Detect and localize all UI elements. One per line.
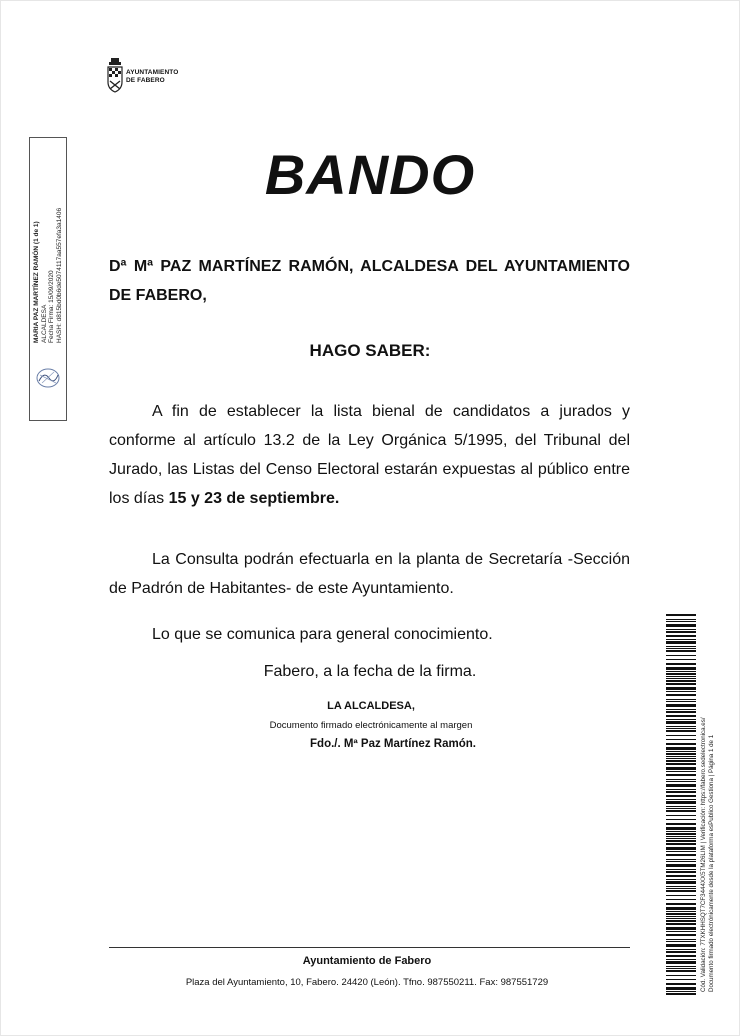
barcode-bar [666, 655, 696, 656]
signer-role: ALCALDESA [40, 304, 48, 343]
barcode-bar [666, 621, 696, 622]
barcode-bar [666, 771, 696, 772]
barcode-bar [666, 843, 696, 845]
signature-block [240, 700, 502, 750]
logo-line-2: DE FABERO [126, 77, 165, 84]
barcode-bar [666, 975, 696, 976]
logo-line-1: AYUNTAMIENTO [126, 69, 179, 76]
barcode-bar [666, 659, 696, 660]
footer-divider [109, 947, 630, 948]
verification-text [700, 717, 715, 992]
barcode-bar [666, 663, 696, 665]
barcode-bar [666, 614, 696, 616]
closing-paragraph [109, 620, 630, 649]
barcode-bar [666, 831, 696, 832]
issuer-heading: Dª Mª PAZ MARTÍNEZ RAMÓN, ALCALDESA DEL AYUNTAMIENTO DE FABERO, [109, 258, 630, 304]
barcode-bar [666, 639, 696, 640]
barcode-bar [666, 711, 696, 713]
signatory-name: Fdo./. Mª Paz Martínez Ramón. [310, 738, 476, 750]
barcode-bar [666, 918, 696, 919]
barcode-bar [666, 756, 696, 757]
barcode-bar [666, 847, 696, 850]
barcode-bar [666, 667, 696, 670]
barcode-bar [666, 871, 696, 873]
barcode-bar [666, 941, 696, 942]
barcode-bar [666, 961, 696, 964]
barcode-bar [666, 931, 696, 932]
barcode-bar [666, 739, 696, 740]
barcode-bar [666, 671, 696, 672]
barcode-bar [666, 819, 696, 820]
announcement-dates: 15 y 23 de septiembre. [168, 490, 340, 507]
footer-address-text: Plaza del Ayuntamiento, 10, Fabero. 24420 (León). Tfno. 987550211. Fax: 987551729 [185, 977, 549, 988]
barcode-bar [666, 959, 696, 960]
barcode-bar [666, 801, 696, 804]
signature-note: Documento firmado electrónicamente al margen [269, 720, 473, 731]
barcode-bar [666, 808, 696, 809]
barcode-bar [666, 678, 696, 679]
barcode-bar [666, 968, 696, 969]
barcode-bar [666, 895, 696, 896]
signature-details [33, 208, 63, 343]
barcode-bar [666, 721, 696, 724]
coat-of-arms-icon [106, 58, 124, 98]
barcode-bar [666, 911, 696, 912]
barcode-bar [666, 691, 696, 692]
barcode-bar [666, 815, 696, 816]
barcode-bar [666, 747, 696, 750]
verification-line-2: Documento firmado electrónicamente desde la plataforma esPublico Gestiona | Página 1 de 1 [707, 734, 715, 992]
barcode-bar [666, 859, 696, 860]
barcode-bar [666, 779, 696, 780]
barcode-bar [666, 648, 696, 649]
barcode-bar [666, 854, 696, 856]
barcode-bar [666, 934, 696, 936]
barcode-bar [666, 719, 696, 720]
announcement-text: A fin de establecer la lista bienal de candidatos a jurados y conforme al artículo 13.2 de la Ley Orgánica 5/1995, del Tribunal del Jurado, las Listas del Censo Electoral estarán expuestas al público entre los días [109, 403, 630, 507]
barcode-bar [666, 951, 696, 953]
barcode-bar [666, 927, 696, 930]
signature-title: LA ALCALDESA, [327, 700, 415, 712]
barcode-bar [666, 735, 696, 736]
barcode-bar [666, 864, 696, 867]
barcode-bar [666, 631, 696, 633]
barcode-bar [666, 673, 696, 675]
barcode-bar [666, 789, 696, 790]
signature-hash: HASH: d815bd0b6de5074117aa557efa3a1406 [55, 207, 63, 343]
barcode-bar [666, 840, 696, 842]
footer-title-text: Ayuntamiento de Fabero [302, 955, 432, 967]
barcode-bar [666, 920, 696, 922]
place-date-line [0, 657, 740, 686]
barcode-bar [666, 687, 696, 690]
barcode-bar [666, 903, 696, 905]
signer-name: MARIA PAZ MARTÍNEZ RAMÓN (1 de 1) [33, 221, 40, 343]
barcode-bar [666, 913, 696, 915]
barcode-bar [666, 624, 696, 627]
announcement-paragraph [109, 397, 630, 513]
barcode-bar [666, 890, 696, 892]
barcode-bar [666, 646, 696, 647]
hago-saber-heading: HAGO SABER: [309, 341, 431, 360]
barcode-bar [666, 767, 696, 770]
validation-barcode [666, 614, 696, 996]
barcode-bar [666, 650, 696, 652]
barcode-bar [666, 751, 696, 752]
barcode-bar [666, 728, 696, 729]
barcode-bar [666, 709, 696, 710]
logo-text [126, 69, 178, 85]
barcode-bar [666, 784, 696, 787]
barcode-bar [666, 851, 696, 852]
barcode-bar [666, 730, 696, 732]
signature-date: Fecha Firma: 15/09/2020 [48, 270, 55, 343]
footer-address [0, 977, 740, 988]
barcode-bar [666, 715, 696, 717]
municipal-logo [106, 58, 196, 102]
barcode-bar [666, 987, 696, 990]
barcode-bar [666, 955, 696, 957]
barcode-bar [666, 875, 696, 877]
barcode-bar [666, 993, 696, 995]
barcode-bar [666, 869, 696, 870]
barcode-bar [666, 799, 696, 800]
barcode-bar [666, 726, 696, 727]
barcode-bar [666, 619, 696, 620]
closing-text: Lo que se comunica para general conocimiento. [152, 626, 493, 643]
barcode-bar [666, 758, 696, 759]
barcode-bar [666, 635, 696, 637]
barcode-bar [666, 823, 696, 825]
document-title: BANDO [264, 143, 476, 206]
barcode-bar [666, 701, 696, 702]
verification-line-1: Cód. Validación: 7TXKHHSQT7CF3444XX5TM26LIM | Verificación: https://fabero.sedelectronica.es/ [700, 717, 707, 992]
barcode-bar [666, 888, 696, 889]
place-date-text: Fabero, a la fecha de la firma. [263, 663, 477, 680]
barcode-bar [666, 949, 696, 950]
barcode-bar [666, 861, 696, 862]
barcode-bar [666, 879, 696, 880]
barcode-bar [666, 680, 696, 682]
barcode-bar [666, 743, 696, 745]
barcode-bar [666, 753, 696, 755]
barcode-bar [666, 939, 696, 940]
barcode-bar [666, 641, 696, 644]
barcode-bar [666, 629, 696, 630]
barcode-bar [666, 795, 696, 797]
barcode-bar [666, 763, 696, 765]
barcode-bar [666, 966, 696, 967]
barcode-bar [666, 907, 696, 910]
barcode-bar [666, 899, 696, 900]
barcode-bar [666, 704, 696, 707]
barcode-bar [666, 979, 696, 980]
barcode-bar [666, 781, 696, 782]
consultation-text: La Consulta podrán efectuarla en la planta de Secretaría -Sección de Padrón de Habitantes- de este Ayuntamiento. [109, 551, 630, 597]
barcode-bar [666, 694, 696, 696]
signature-stamp-icon [34, 363, 62, 393]
barcode-bar [666, 774, 696, 776]
barcode-bar [666, 791, 696, 793]
barcode-bar [666, 916, 696, 917]
footer-title [0, 955, 740, 967]
consultation-paragraph [109, 545, 630, 603]
barcode-bar [666, 760, 696, 762]
barcode-bar [666, 991, 696, 992]
barcode-bar [666, 923, 696, 925]
barcode-bar [666, 683, 696, 685]
barcode-bar [666, 983, 696, 985]
barcode-bar [666, 676, 696, 677]
barcode-bar [666, 699, 696, 700]
barcode-bar [666, 810, 696, 812]
barcode-bar [666, 806, 696, 807]
barcode-bar [666, 833, 696, 835]
barcode-bar [666, 944, 696, 947]
barcode-bar [666, 970, 696, 972]
barcode-bar [666, 827, 696, 830]
barcode-bar [666, 836, 696, 837]
barcode-bar [666, 838, 696, 839]
barcode-bar [666, 886, 696, 887]
barcode-bar [666, 881, 696, 884]
